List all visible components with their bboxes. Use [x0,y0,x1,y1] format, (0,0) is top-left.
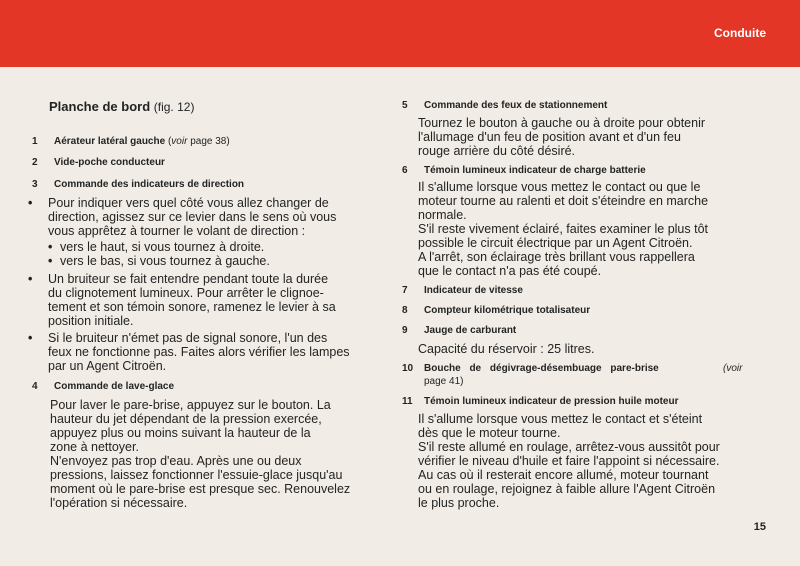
item-number: 9 [402,325,408,336]
text-line: position initiale. [48,314,134,328]
item-title: Jauge de carburant [424,325,517,336]
text-line: l'allumage d'un feu de position avant et d'un feu [418,130,681,144]
text-line: par un Agent Citroën. [48,359,167,373]
bullet-dot: • [28,331,33,345]
item-number: 7 [402,285,408,296]
text-line: Un bruiteur se fait entendre pendant toute la durée [48,272,329,286]
bullet-text [48,272,336,328]
text-line: Il s'allume lorsque vous mettez le contact et s'éteint [418,412,703,426]
text-line: N'envoyez pas trop d'eau. Après une ou deux [50,454,302,468]
chapter-title: Conduite [714,26,766,40]
bullet-dot: • [28,196,33,210]
item-title: Compteur kilométrique totalisateur [424,305,591,316]
text-line: rouge arrière du côté désiré. [418,144,576,158]
text-line: vérifier le niveau d'huile et faire l'appoint si nécessaire. [418,454,720,468]
text-line: zone à nettoyer. [50,440,139,454]
item-title: Témoin lumineux indicateur de pression huile moteur [424,396,679,407]
text-line: l'opération si nécessaire. [50,496,188,510]
bullet-text [60,254,270,268]
text-line: vous apprêtez à tourner le volant de direction : [48,224,306,238]
item-heading [54,136,230,147]
item-title: Commande des feux de stationnement [424,100,608,111]
page-ref: page 41) [424,376,464,387]
item-number: 3 [32,179,38,190]
text-line: que le contact n'a pas été coupé. [418,264,602,278]
item-number: 8 [402,305,408,316]
item-title: Vide-poche conducteur [54,157,165,168]
item-number: 10 [402,363,414,374]
item-body [418,180,708,278]
item-title: Commande de lave-glace [54,381,175,392]
text-line: ou en roulage, rejoignez à faible allure l'Agent Citroën [418,482,716,496]
text-line: appuyez plus ou moins suivant la hauteur de la [50,426,311,440]
text-line: vers le haut, si vous tournez à droite. [60,240,265,254]
text-line: Pour indiquer vers quel côté vous allez changer de [48,196,329,210]
text-line: A l'arrêt, son éclairage très brillant vous rappellera [418,250,695,264]
text-line: dès que le moteur tourne. [418,426,561,440]
text-line: vers le bas, si vous tournez à gauche. [60,254,270,268]
text-line: moteur tourne au ralenti et doit s'éteindre en marche [418,194,709,208]
text-line: hauteur du jet dépendant de la pression exercée, [50,412,322,426]
page-number: 15 [753,521,766,533]
text-line: le plus proche. [418,496,500,510]
item-title: Bouche de dégivrage-désembuage pare-brise [424,363,659,374]
bullet-text [60,240,264,254]
page-ref: page 38) [190,136,230,147]
text-line: normale. [418,208,467,222]
page-header-band [0,0,800,67]
text-line: direction, agissez sur ce levier dans le sens où vous [48,210,337,224]
bullet-dot: • [48,240,53,254]
item-title: Témoin lumineux indicateur de charge batterie [424,165,646,176]
section-title-text: Planche de bord [49,99,151,114]
item-body [50,398,350,510]
bullet-dot: • [48,254,53,268]
item-number: 4 [32,381,38,392]
bullet-dot: • [28,272,33,286]
text-line: du clignotement lumineux. Pour arrêter le clignoe- [48,286,324,300]
item-number: 5 [402,100,408,111]
section-figure-ref: (fig. 12) [153,100,195,114]
text-line: S'il reste allumé en roulage, arrêtez-vous aussitôt pour [418,440,720,454]
text-line: moment où le pare-brise est presque sec. Renouvelez [50,482,351,496]
text-line: possible le circuit électrique par un Agent Citroën. [418,236,693,250]
bullet-text [48,196,336,238]
paren-open: ( [167,136,172,147]
item-title: Aérateur latéral gauche [54,136,166,147]
see-word: (voir [723,363,743,374]
item-number: 11 [402,396,413,407]
text-line: Si le bruiteur n'émet pas de signal sonore, l'un des [48,331,328,345]
item-body [418,412,720,510]
text-line: Tournez le bouton à gauche ou à droite pour obtenir [418,116,706,130]
item-number: 1 [32,136,38,147]
text-line: Au cas où il resterait encore allumé, moteur tournant [418,468,709,482]
text-line: feux ne fonctionne pas. Faites alors vérifier les lampes [48,345,350,359]
item-body [418,116,705,158]
item-body [418,342,594,356]
see-word: voir [171,136,188,147]
text-line: pressions, laissez fonctionner l'essuie-glace jusqu'au [50,468,343,482]
item-number: 2 [32,157,38,168]
bullet-text [48,331,350,373]
text-line: Pour laver le pare-brise, appuyez sur le bouton. La [50,398,331,412]
text-line: S'il reste vivement éclairé, faites examiner le plus tôt [418,222,709,236]
item-number: 6 [402,165,408,176]
item-title: Commande des indicateurs de direction [54,179,245,190]
item-title: Indicateur de vitesse [424,285,523,296]
section-title [49,99,194,114]
text-line: Capacité du réservoir : 25 litres. [418,342,595,356]
text-line: Il s'allume lorsque vous mettez le contact ou que le [418,180,701,194]
text-line: tement et son témoin sonore, ramenez le levier à sa [48,300,336,314]
